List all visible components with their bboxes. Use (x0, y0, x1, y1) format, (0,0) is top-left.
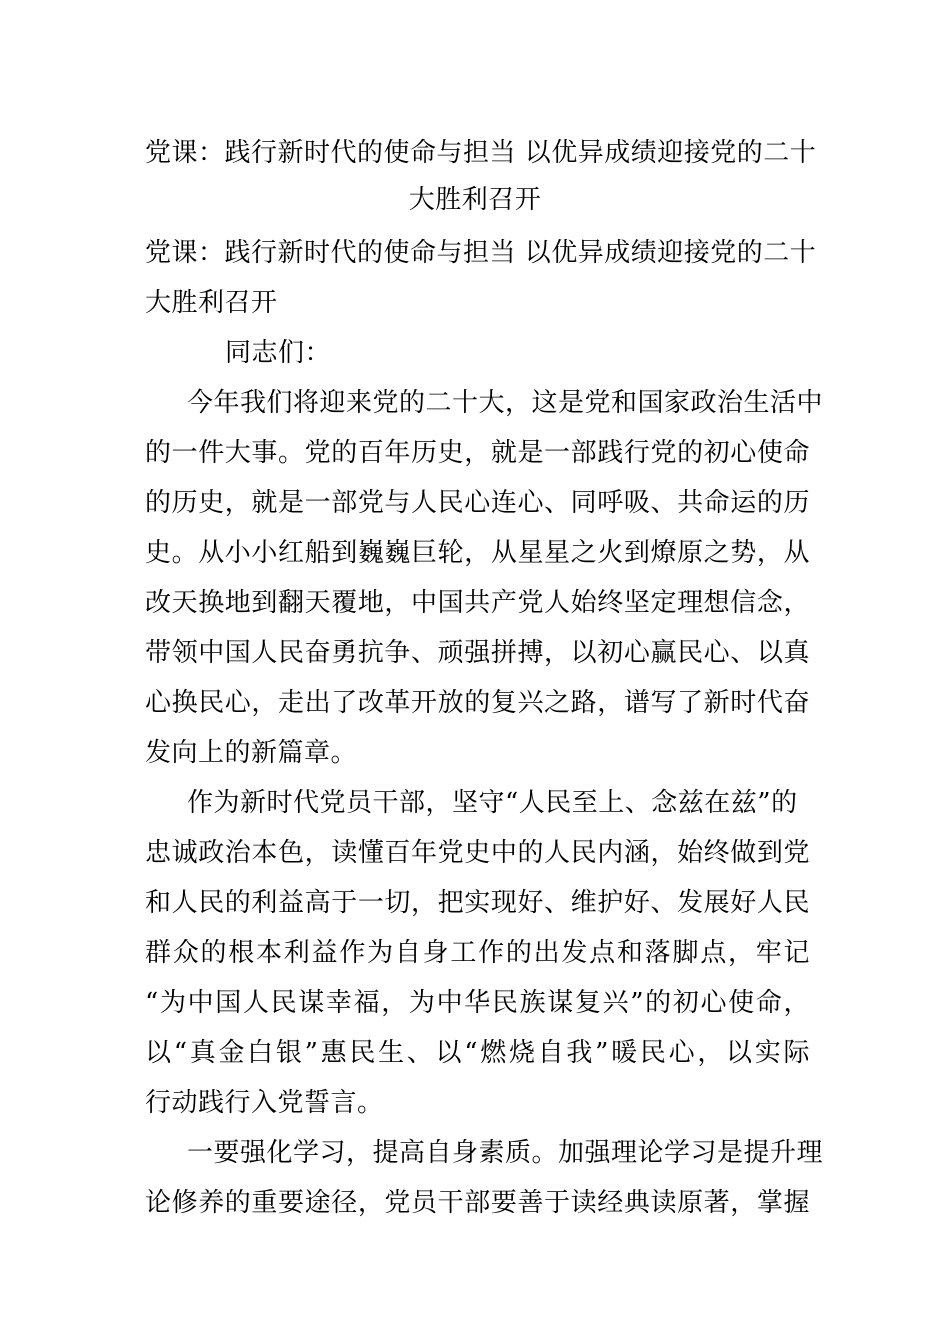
paragraph-line: 的历史，就是一部党与人民心连心、同呼吸、共命运的历 (145, 488, 810, 518)
subtitle-line: 党课：践行新时代的使命与担当 以优异成绩迎接党的二十 (145, 238, 817, 268)
title-line: 大胜利召开 (408, 185, 542, 215)
paragraph-line: 带领中国人民奋勇抗争、顽强拼搏，以初心赢民心、以真 (145, 638, 810, 668)
paragraph-line: 忠诚政治本色，读懂百年党史中的人民内涵，始终做到党 (145, 838, 810, 868)
paragraph-1 (145, 378, 824, 778)
paragraph-line: 一要强化学习，提高自身素质。加强理论学习是提升理 (187, 1138, 824, 1168)
document-body (145, 228, 824, 1228)
document-title (145, 130, 817, 224)
paragraph-line: 群众的根本利益作为自身工作的出发点和落脚点，牢记 (145, 938, 810, 968)
paragraph-line: 以“真金白银”惠民生、以“燃烧自我”暖民心，以实际 (145, 1038, 810, 1068)
paragraph-line: 史。从小小红船到巍巍巨轮，从星星之火到燎原之势，从 (145, 538, 810, 568)
paragraph-line: 今年我们将迎来党的二十大，这是党和国家政治生活中 (187, 388, 824, 418)
paragraph-line: 和人民的利益高于一切，把实现好、维护好、发展好人民 (145, 888, 810, 918)
subtitle (145, 228, 817, 328)
paragraph-3 (145, 1128, 824, 1228)
subtitle-line: 大胜利召开 (145, 288, 278, 318)
paragraph-line: 发向上的新篇章。 (145, 738, 358, 768)
paragraph-line: 心换民心，走出了改革开放的复兴之路，谱写了新时代奋 (145, 688, 810, 718)
paragraph-line: 改天换地到翻天覆地，中国共产党人始终坚定理想信念， (145, 588, 810, 618)
paragraph-line: 论修养的重要途径，党员干部要善于读经典读原著，掌握 (145, 1188, 810, 1218)
paragraph-line: 行动践行入党誓言。 (145, 1088, 384, 1118)
title-line: 党课：践行新时代的使命与担当 以优异成绩迎接党的二十 (145, 138, 817, 168)
greeting-line: 同志们： (225, 338, 332, 368)
paragraph-line: 的一件大事。党的百年历史，就是一部践行党的初心使命 (145, 438, 810, 468)
paragraph-line: “为中国人民谋幸福，为中华民族谋复兴”的初心使命， (145, 988, 810, 1018)
greeting (145, 328, 810, 378)
paragraph-2 (145, 778, 810, 1128)
paragraph-line: 作为新时代党员干部，坚守“人民至上、念兹在兹”的 (187, 788, 798, 818)
